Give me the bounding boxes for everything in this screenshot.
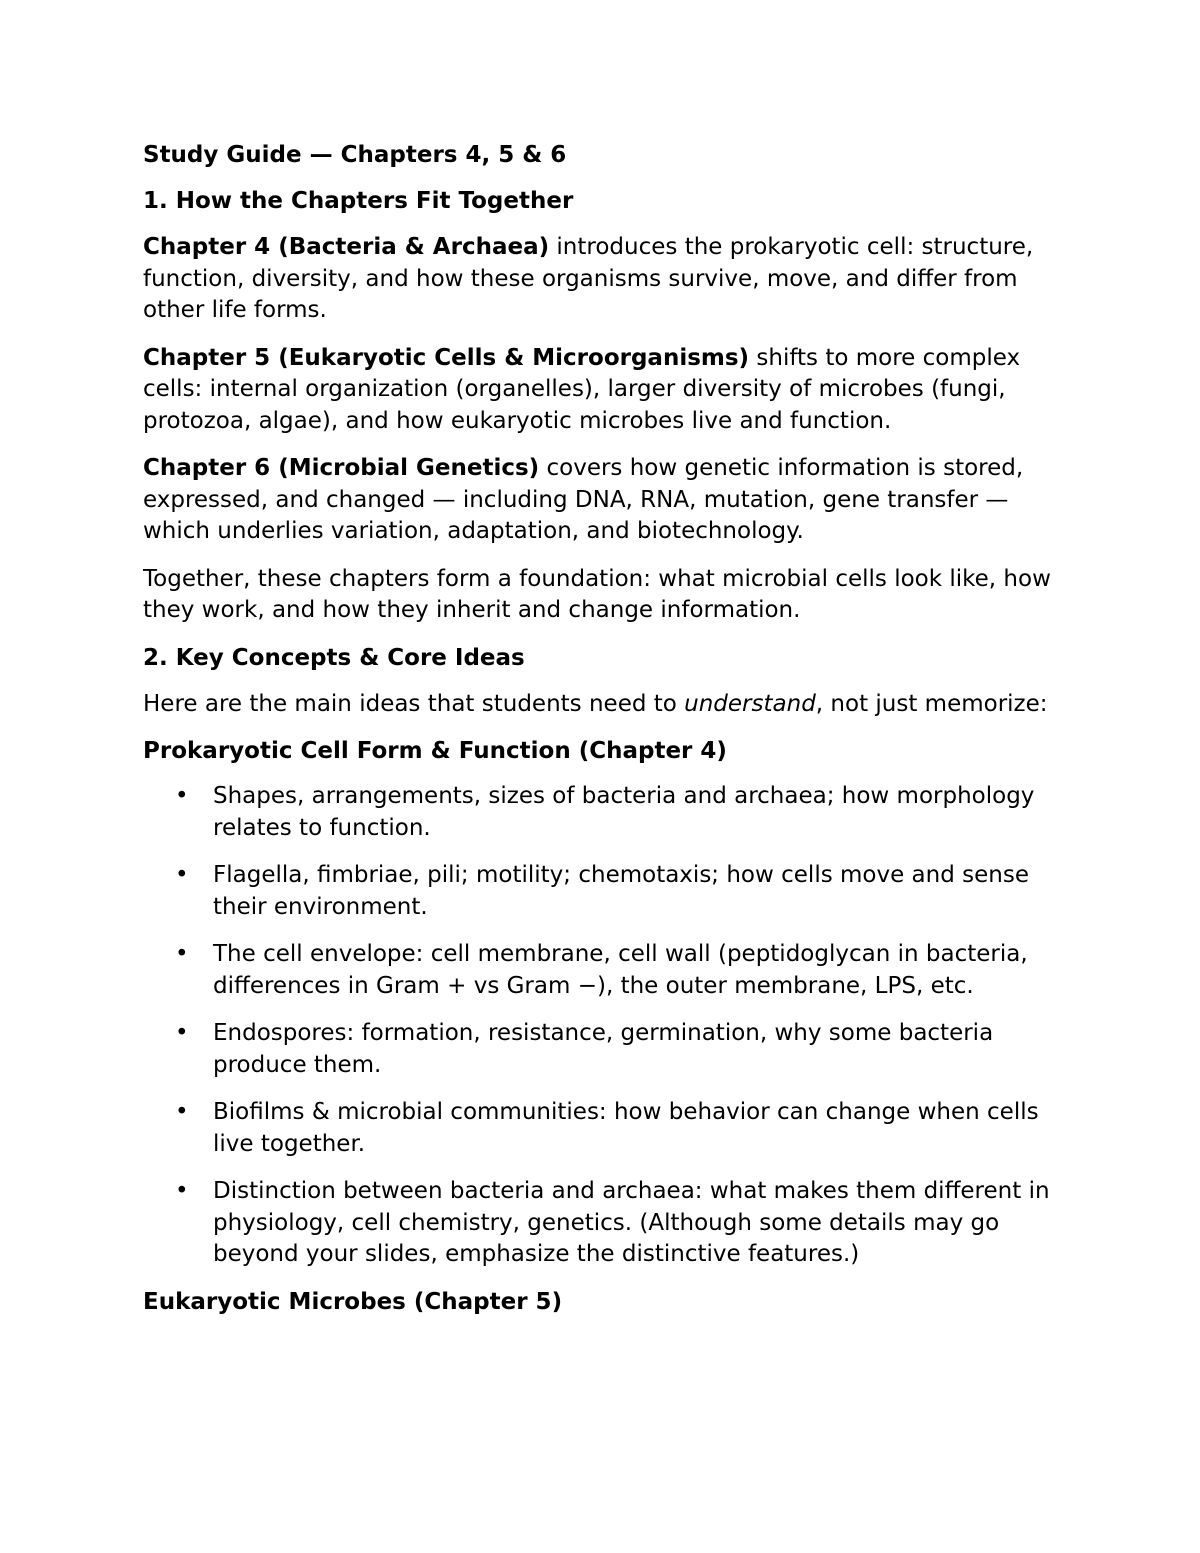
- list-item-text: Biofilms & microbial communities: how behavior can change when cells live together.: [213, 1099, 1039, 1157]
- document-body: [143, 140, 1073, 1332]
- list-item-text: Distinction between bacteria and archaea: what makes them different in physiology, cell chemistry, genetics. (Although some details may go beyond your slides, emphasize the distinctive features.): [213, 1178, 1050, 1267]
- chapter-5-label: Chapter 5 (Eukaryotic Cells & Microorganisms): [143, 344, 750, 371]
- chapter-6-text: covers how genetic information is stored, expressed, and changed — including DNA, RNA, mutation, gene transfer — which underlies variation, adaptation, and biotechnology.: [143, 455, 1024, 544]
- list-item-text: Shapes, arrangements, sizes of bacteria and archaea; how morphology relates to function.: [213, 783, 1035, 841]
- bullet-icon: •: [175, 783, 189, 809]
- chapter-4-label: Chapter 4 (Bacteria & Archaea): [143, 234, 550, 260]
- chapter-4-text: introduces the prokaryotic cell: structure, function, diversity, and how these organisms survive, move, and differ from other life forms.: [143, 234, 1034, 323]
- subheading-prokaryotic: Prokaryotic Cell Form & Function (Chapter 4): [143, 738, 727, 764]
- list-item: [143, 1018, 1073, 1081]
- list-item-text: Flagella, fimbriae, pili; motility; chemotaxis; how cells move and sense their environment.: [213, 862, 1029, 920]
- paragraph-chapter-4: [143, 232, 1073, 327]
- list-item-text: The cell envelope: cell membrane, cell wall (peptidoglycan in bacteria, differences in Gram + vs Gram −), the outer membrane, LPS, etc.: [213, 941, 1028, 999]
- paragraph-together: Together, these chapters form a foundation: what microbial cells look like, how they work, and how they inherit and change information.: [143, 565, 1051, 623]
- chapter-6-label: Chapter 6 (Microbial Genetics): [143, 455, 540, 481]
- chapter-5-text: shifts to more complex cells: internal organization (organelles), larger diversity of microbes (fungi, protozoa, algae), and how eukaryotic microbes live and function.: [143, 344, 1021, 434]
- list-item: [143, 1097, 1073, 1160]
- list-item: [143, 939, 1073, 1002]
- bullet-icon: •: [175, 862, 189, 888]
- section-heading-key-concepts: 2. Key Concepts & Core Ideas: [143, 644, 525, 671]
- bullet-icon: •: [175, 1099, 189, 1125]
- bullet-icon: •: [175, 1020, 189, 1046]
- paragraph-key-concepts-intro: [143, 689, 1073, 721]
- paragraph-chapter-5: [143, 343, 1073, 438]
- list-item: [143, 860, 1073, 923]
- section-heading-chapters-fit: 1. How the Chapters Fit Together: [143, 188, 574, 214]
- intro-emphasis: understand: [684, 690, 816, 717]
- bullet-icon: •: [175, 1178, 189, 1204]
- list-item: [143, 781, 1073, 844]
- intro-text-before: Here are the main ideas that students need to: [143, 690, 685, 717]
- page-title: Study Guide — Chapters 4, 5 & 6: [143, 142, 567, 168]
- intro-text-after: , not just memorize:: [815, 690, 1048, 717]
- list-item-text: Endospores: formation, resistance, germination, why some bacteria produce them.: [213, 1020, 994, 1078]
- paragraph-chapter-6: [143, 453, 1073, 548]
- prokaryotic-bullet-list: [143, 781, 1073, 1271]
- subheading-eukaryotic: Eukaryotic Microbes (Chapter 5): [143, 1288, 563, 1315]
- list-item: [143, 1176, 1073, 1271]
- bullet-icon: •: [175, 941, 189, 967]
